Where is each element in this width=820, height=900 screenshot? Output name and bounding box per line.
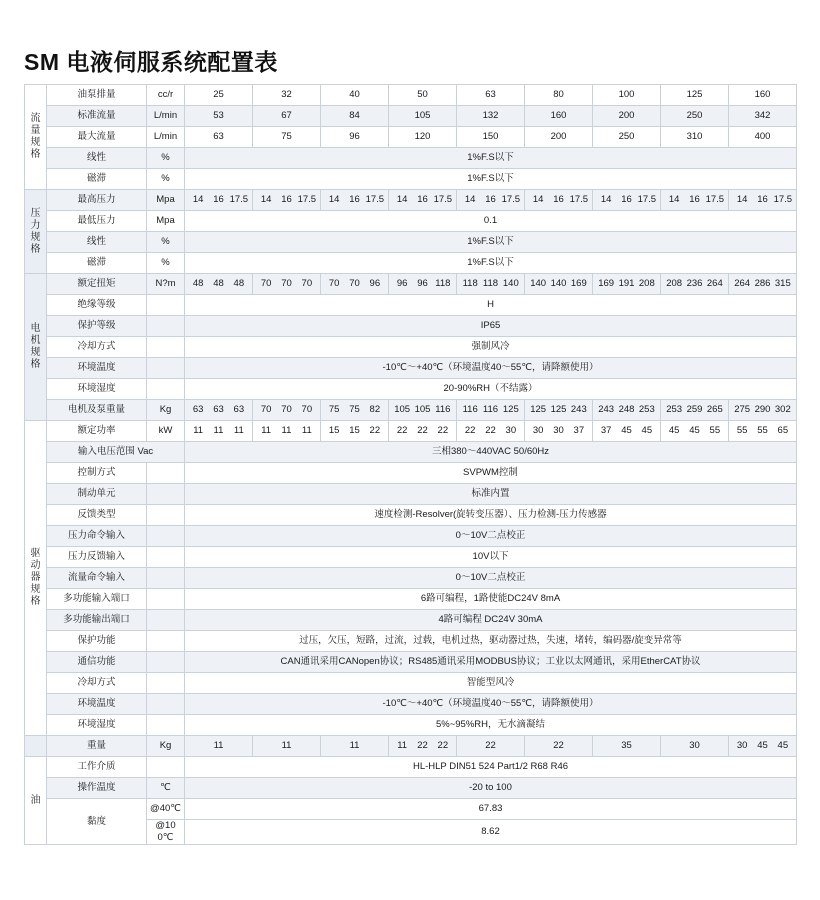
cell-triple: 70 70 96	[321, 274, 389, 295]
row-unit	[147, 316, 185, 337]
row-unit	[147, 610, 185, 631]
row-unit: ℃	[147, 778, 185, 799]
cell-merged: 标准内置	[185, 484, 797, 505]
table-row	[25, 232, 797, 253]
cell-triple: 55 55 65	[729, 421, 797, 442]
table-row	[25, 358, 797, 379]
cell-triple: 14 16 17.5	[525, 190, 593, 211]
cell-merged: 1%F.S以下	[185, 169, 797, 190]
row-label: 制动单元	[47, 484, 147, 505]
group-label-oil: 油	[25, 757, 47, 845]
cell: 200	[593, 106, 661, 127]
viscosity-condition-100: @100℃	[147, 820, 185, 845]
cell-triple: 70 70 70	[253, 400, 321, 421]
row-label: 保护功能	[47, 631, 147, 652]
cell-merged: H	[185, 295, 797, 316]
cell-merged: 0～10V二点校正	[185, 526, 797, 547]
row-label: 标准流量	[47, 106, 147, 127]
cell: 400	[729, 127, 797, 148]
group-label-flow: 流量规格	[25, 85, 47, 190]
table-row	[25, 211, 797, 232]
cell: 132	[457, 106, 525, 127]
row-label: 环境湿度	[47, 715, 147, 736]
cell-triple: 63 63 63	[185, 400, 253, 421]
cell: 96	[321, 127, 389, 148]
cell-triple: 14 16 17.5	[729, 190, 797, 211]
table-row	[25, 568, 797, 589]
cell-merged: CAN通讯采用CANopen协议；RS485通讯采用MODBUS协议；工业以太网通讯，采用EtherCAT协议	[185, 652, 797, 673]
table-row	[25, 106, 797, 127]
cell: 67	[253, 106, 321, 127]
row-unit: Mpa	[147, 190, 185, 211]
row-unit: Kg	[147, 736, 185, 757]
cell: 75	[253, 127, 321, 148]
cell-triple: 14 16 17.5	[661, 190, 729, 211]
table-row	[25, 715, 797, 736]
row-unit: cc/r	[147, 85, 185, 106]
cell-merged: 4路可编程 DC24V 30mA	[185, 610, 797, 631]
cell-triple: 70 70 70	[253, 274, 321, 295]
cell: 22	[525, 736, 593, 757]
table-row	[25, 484, 797, 505]
row-unit	[147, 589, 185, 610]
cell-merged: 0.1	[185, 211, 797, 232]
viscosity-condition-40: @40℃	[147, 799, 185, 820]
row-label: 磁滞	[47, 253, 147, 274]
cell: 200	[525, 127, 593, 148]
table-row	[25, 631, 797, 652]
table-row	[25, 757, 797, 778]
table-row	[25, 316, 797, 337]
table-row	[25, 547, 797, 568]
table-row	[25, 127, 797, 148]
cell: 310	[661, 127, 729, 148]
cell: 11	[321, 736, 389, 757]
cell-triple: 14 16 17.5	[185, 190, 253, 211]
row-label: 通信功能	[47, 652, 147, 673]
cell-merged: -10℃～+40℃（环境温度40～55℃，请降额使用）	[185, 694, 797, 715]
row-unit: N?m	[147, 274, 185, 295]
row-label: 环境温度	[47, 694, 147, 715]
cell-merged: 过压，欠压，短路，过流，过载，电机过热，驱动器过热，失速，堵转，编码器/旋变异常等	[185, 631, 797, 652]
cell-triple: 253 259 265	[661, 400, 729, 421]
row-unit	[147, 757, 185, 778]
cell-triple: 208 236 264	[661, 274, 729, 295]
table-row	[25, 799, 797, 820]
table-row	[25, 610, 797, 631]
row-unit	[147, 694, 185, 715]
cell-triple: 11 11 11	[185, 421, 253, 442]
cell-merged: 1%F.S以下	[185, 232, 797, 253]
cell-triple: 48 48 48	[185, 274, 253, 295]
row-unit	[147, 568, 185, 589]
row-label: 额定扭矩	[47, 274, 147, 295]
cell: 30	[661, 736, 729, 757]
cell-merged: -20 to 100	[185, 778, 797, 799]
cell-triple: 264 286 315	[729, 274, 797, 295]
table-row	[25, 673, 797, 694]
row-label: 输入电压范围 Vac	[47, 442, 185, 463]
cell: 150	[457, 127, 525, 148]
table-row	[25, 694, 797, 715]
cell: 40	[321, 85, 389, 106]
cell: 25	[185, 85, 253, 106]
cell-triple: 14 16 17.5	[593, 190, 661, 211]
cell-triple: 140 140 169	[525, 274, 593, 295]
cell: 160	[525, 106, 593, 127]
cell: 32	[253, 85, 321, 106]
row-unit	[147, 295, 185, 316]
cell: 53	[185, 106, 253, 127]
cell-merged: -10℃～+40℃（环境温度40～55℃，请降额使用）	[185, 358, 797, 379]
cell-triple: 75 75 82	[321, 400, 389, 421]
cell-merged: IP65	[185, 316, 797, 337]
row-label: 最低压力	[47, 211, 147, 232]
cell-triple: 116 116 125	[457, 400, 525, 421]
table-row	[25, 589, 797, 610]
cell-merged: 三相380～440VAC 50/60Hz	[185, 442, 797, 463]
cell-triple: 105 105 116	[389, 400, 457, 421]
row-label: 多功能输出端口	[47, 610, 147, 631]
cell: 105	[389, 106, 457, 127]
cell: 11	[253, 736, 321, 757]
cell-triple: 30 30 37	[525, 421, 593, 442]
table-row	[25, 526, 797, 547]
cell-merged: 0～10V二点校正	[185, 568, 797, 589]
cell: 250	[593, 127, 661, 148]
group-label-motor: 电机规格	[25, 274, 47, 421]
table-row	[25, 442, 797, 463]
row-unit	[147, 358, 185, 379]
row-label: 线性	[47, 232, 147, 253]
table-row	[25, 778, 797, 799]
row-unit: %	[147, 253, 185, 274]
row-label: 环境温度	[47, 358, 147, 379]
row-unit	[147, 631, 185, 652]
cell-merged: 67.83	[185, 799, 797, 820]
cell: 63	[185, 127, 253, 148]
row-unit	[147, 463, 185, 484]
cell-merged: 5%~95%RH，无水滴凝结	[185, 715, 797, 736]
cell: 11	[185, 736, 253, 757]
table-row	[25, 190, 797, 211]
cell-merged: 6路可编程，1路使能DC24V 8mA	[185, 589, 797, 610]
row-label: 线性	[47, 148, 147, 169]
cell-triple: 14 16 17.5	[321, 190, 389, 211]
row-label: 最大流量	[47, 127, 147, 148]
row-unit: L/min	[147, 127, 185, 148]
cell: 100	[593, 85, 661, 106]
table-row	[25, 85, 797, 106]
row-label: 磁滞	[47, 169, 147, 190]
row-unit: Mpa	[147, 211, 185, 232]
row-label: 反馈类型	[47, 505, 147, 526]
row-label: 环境湿度	[47, 379, 147, 400]
row-label: 压力命令输入	[47, 526, 147, 547]
row-label: 额定功率	[47, 421, 147, 442]
row-label: 压力反馈输入	[47, 547, 147, 568]
cell-triple: 169 191 208	[593, 274, 661, 295]
row-label: 工作介质	[47, 757, 147, 778]
row-label: 绝缘等级	[47, 295, 147, 316]
cell-triple: 11 22 22	[389, 736, 457, 757]
table-row	[25, 253, 797, 274]
row-label: 油泵排量	[47, 85, 147, 106]
cell: 80	[525, 85, 593, 106]
cell-merged: 1%F.S以下	[185, 253, 797, 274]
row-unit: kW	[147, 421, 185, 442]
cell-triple: 30 45 45	[729, 736, 797, 757]
row-unit	[147, 715, 185, 736]
table-row	[25, 463, 797, 484]
row-unit	[147, 652, 185, 673]
row-unit: Kg	[147, 400, 185, 421]
group-label-pressure: 压力规格	[25, 190, 47, 274]
table-row	[25, 421, 797, 442]
table-row	[25, 652, 797, 673]
cell-triple: 96 96 118	[389, 274, 457, 295]
cell: 50	[389, 85, 457, 106]
table-row	[25, 295, 797, 316]
cell-merged: 强制风冷	[185, 337, 797, 358]
group-label-driver: 驱动器规格	[25, 421, 47, 736]
cell-triple: 15 15 22	[321, 421, 389, 442]
cell-triple: 14 16 17.5	[253, 190, 321, 211]
row-label: 电机及泵重量	[47, 400, 147, 421]
table-row	[25, 400, 797, 421]
row-label: 流量命令输入	[47, 568, 147, 589]
row-unit: %	[147, 169, 185, 190]
row-unit	[147, 379, 185, 400]
table-row	[25, 337, 797, 358]
cell: 250	[661, 106, 729, 127]
cell-triple: 22 22 22	[389, 421, 457, 442]
row-unit	[147, 505, 185, 526]
cell-triple: 275 290 302	[729, 400, 797, 421]
cell: 35	[593, 736, 661, 757]
cell-triple: 37 45 45	[593, 421, 661, 442]
cell-merged: 智能型风冷	[185, 673, 797, 694]
row-label: 冷却方式	[47, 673, 147, 694]
cell: 22	[457, 736, 525, 757]
table-row	[25, 379, 797, 400]
table-row	[25, 505, 797, 526]
cell: 120	[389, 127, 457, 148]
row-unit	[147, 526, 185, 547]
cell: 160	[729, 85, 797, 106]
row-unit	[147, 484, 185, 505]
cell-merged: SVPWM控制	[185, 463, 797, 484]
table-row	[25, 736, 797, 757]
row-label: 保护等级	[47, 316, 147, 337]
row-label: 最高压力	[47, 190, 147, 211]
page-title: SM 电液伺服系统配置表	[24, 49, 278, 75]
table-row	[25, 169, 797, 190]
cell-merged: 20-90%RH（不结露）	[185, 379, 797, 400]
table-row	[25, 274, 797, 295]
row-label: 操作温度	[47, 778, 147, 799]
cell: 63	[457, 85, 525, 106]
row-unit: %	[147, 232, 185, 253]
table-row	[25, 148, 797, 169]
cell-merged: 1%F.S以下	[185, 148, 797, 169]
group-label-spacer	[25, 736, 47, 757]
cell-triple: 118 118 140	[457, 274, 525, 295]
row-label: 黏度	[47, 799, 147, 845]
row-unit: %	[147, 148, 185, 169]
row-unit: L/min	[147, 106, 185, 127]
row-label: 多功能输入端口	[47, 589, 147, 610]
cell: 84	[321, 106, 389, 127]
row-unit	[147, 337, 185, 358]
cell-triple: 243 248 253	[593, 400, 661, 421]
cell-triple: 14 16 17.5	[389, 190, 457, 211]
cell-merged: HL-HLP DIN51 524 Part1/2 R68 R46	[185, 757, 797, 778]
cell-merged: 10V以下	[185, 547, 797, 568]
row-unit	[147, 547, 185, 568]
row-unit	[147, 673, 185, 694]
configuration-table	[24, 84, 797, 845]
row-label: 重量	[47, 736, 147, 757]
cell-merged: 8.62	[185, 820, 797, 845]
cell-triple: 22 22 30	[457, 421, 525, 442]
cell: 125	[661, 85, 729, 106]
cell-triple: 11 11 11	[253, 421, 321, 442]
cell-triple: 14 16 17.5	[457, 190, 525, 211]
cell-triple: 125 125 243	[525, 400, 593, 421]
cell-triple: 45 45 55	[661, 421, 729, 442]
cell: 342	[729, 106, 797, 127]
row-label: 冷却方式	[47, 337, 147, 358]
cell-merged: 速度检测-Resolver(旋转变压器）、压力检测-压力传感器	[185, 505, 797, 526]
row-label: 控制方式	[47, 463, 147, 484]
